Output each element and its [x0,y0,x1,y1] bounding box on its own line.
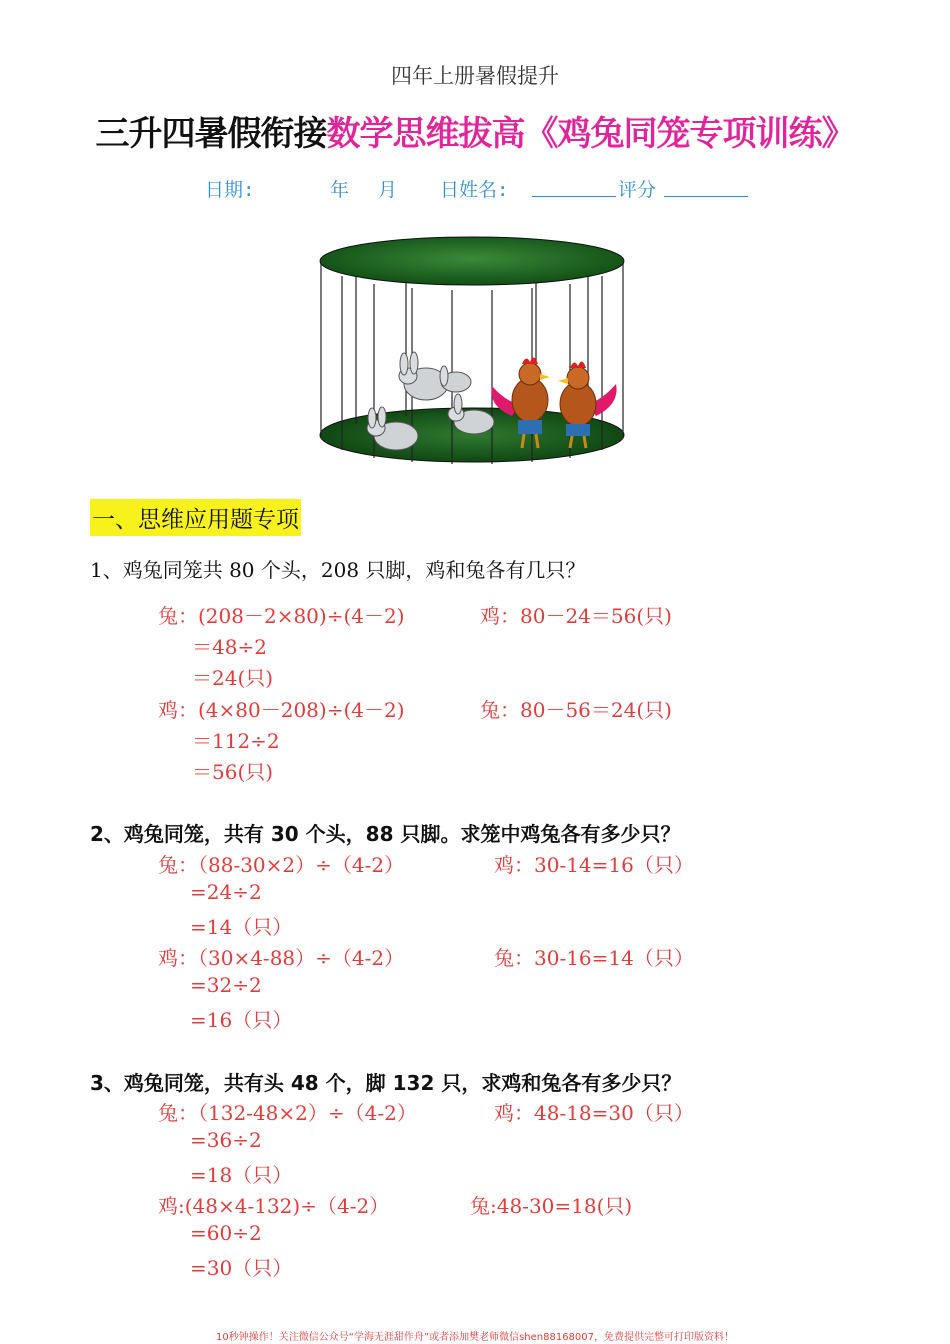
answer-side-line: 鸡：80－24＝56(只) [480,604,672,628]
answer-line: 鸡：(4×80－208)÷(4－2) [158,698,405,722]
answer-line: ＝112÷2 [192,729,280,753]
answer-line: =14（只） [190,915,293,939]
question-2: 2、鸡兔同笼，共有 30 个头，88 只脚。求笼中鸡兔各有多少只？ [90,822,681,846]
question-3: 3、鸡兔同笼，共有头 48 个，脚 132 只，求鸡和兔各有多少只？ [90,1071,682,1095]
name-label: 日姓名: [440,179,509,201]
name-blank[interactable] [532,175,616,197]
info-line [205,175,254,202]
title-part1: 三升四暑假衔接 [95,114,327,154]
answer-line: 兔：（132-48×2）÷（4-2） [158,1101,417,1125]
answer-side-line: 兔:48-30=18(只) [470,1194,633,1218]
answer-line: =60÷2 [190,1221,262,1245]
answer-line: =24÷2 [190,880,262,904]
grade-label: 四年上册暑假提升 [391,64,559,88]
answer-line: ＝24(只) [192,666,274,690]
footer-note: 10秒钟操作！关注微信公众号“学海无涯甜作舟”或者添加樊老师微信shen88168007，免费提供完整可打印版资料！ [215,1332,735,1343]
answer-line: =18（只） [190,1163,293,1187]
answer-line: 兔：（88-30×2）÷（4-2） [158,853,405,877]
answer-line: ＝48÷2 [192,635,267,659]
page-title [0,106,950,155]
chicken-rabbit-cage-icon [316,236,628,468]
answer-line: 兔：(208－2×80)÷(4－2) [158,604,405,628]
rabbit-icon [399,352,471,400]
date-label: 日期: [205,179,255,201]
answer-side-line: 兔：80－56＝24(只) [480,698,672,722]
question-1: 1、鸡兔同笼共 80 个头，208 只脚，鸡和兔各有几只？ [90,558,586,582]
answer-side-line: 鸡：48-18=30（只） [494,1101,694,1125]
answer-side-line: 兔：30-16=14（只） [494,946,694,970]
month-label: 月 [378,179,398,201]
title-part2: 数学思维拔高《鸡兔同笼专项训练》 [326,114,855,154]
answer-line: =16（只） [190,1008,293,1032]
answer-side-line: 鸡：30-14=16（只） [494,853,694,877]
answer-line: 鸡：（30×4-88）÷（4-2） [158,946,405,970]
answer-line: =36÷2 [190,1128,262,1152]
score-label: 评分 [618,179,657,201]
answer-line: =30（只） [190,1256,293,1280]
score-blank[interactable] [664,175,748,197]
section-title: 一、思维应用题专项 [90,499,301,536]
answer-line: 鸡:(48×4-132)÷（4-2） [158,1194,390,1218]
year-label: 年 [330,179,350,201]
answer-line: ＝56(只) [192,760,274,784]
answer-line: =32÷2 [190,973,262,997]
